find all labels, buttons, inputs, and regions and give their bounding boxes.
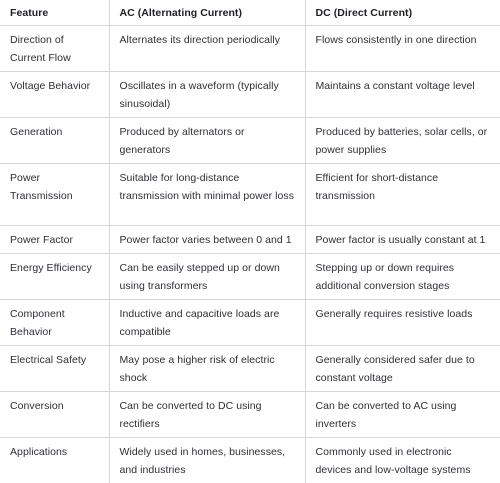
dc-cell: Efficient for short-distance transmission bbox=[305, 164, 500, 226]
feature-cell: Generation bbox=[0, 118, 109, 164]
table-row bbox=[0, 226, 500, 254]
feature-cell: Voltage Behavior bbox=[0, 72, 109, 118]
table-row bbox=[0, 72, 500, 118]
ac-cell: May pose a higher risk of electric shock bbox=[109, 346, 305, 392]
dc-cell: Generally considered safer due to constant voltage bbox=[305, 346, 500, 392]
ac-cell: Inductive and capacitive loads are compatible bbox=[109, 300, 305, 346]
table-row bbox=[0, 438, 500, 483]
table-header-row bbox=[0, 0, 500, 26]
feature-cell: Applications bbox=[0, 438, 109, 483]
dc-cell: Generally requires resistive loads bbox=[305, 300, 500, 346]
dc-cell: Power factor is usually constant at 1 bbox=[305, 226, 500, 254]
table-row bbox=[0, 392, 500, 438]
table-row bbox=[0, 346, 500, 392]
ac-cell: Power factor varies between 0 and 1 bbox=[109, 226, 305, 254]
feature-cell: Power Transmission bbox=[0, 164, 109, 226]
dc-cell: Produced by batteries, solar cells, or power supplies bbox=[305, 118, 500, 164]
dc-cell: Commonly used in electronic devices and low-voltage systems bbox=[305, 438, 500, 483]
feature-cell: Power Factor bbox=[0, 226, 109, 254]
header-ac: AC (Alternating Current) bbox=[109, 0, 305, 26]
feature-cell: Component Behavior bbox=[0, 300, 109, 346]
dc-cell: Stepping up or down requires additional conversion stages bbox=[305, 254, 500, 300]
dc-cell: Can be converted to AC using inverters bbox=[305, 392, 500, 438]
dc-cell: Maintains a constant voltage level bbox=[305, 72, 500, 118]
table-row bbox=[0, 254, 500, 300]
ac-cell: Oscillates in a waveform (typically sinusoidal) bbox=[109, 72, 305, 118]
table-row bbox=[0, 164, 500, 226]
feature-cell: Electrical Safety bbox=[0, 346, 109, 392]
table-row bbox=[0, 118, 500, 164]
ac-cell: Alternates its direction periodically bbox=[109, 26, 305, 72]
header-feature: Feature bbox=[0, 0, 109, 26]
feature-cell: Conversion bbox=[0, 392, 109, 438]
header-dc: DC (Direct Current) bbox=[305, 0, 500, 26]
ac-cell: Can be easily stepped up or down using transformers bbox=[109, 254, 305, 300]
ac-cell: Produced by alternators or generators bbox=[109, 118, 305, 164]
ac-cell: Suitable for long-distance transmission with minimal power loss bbox=[109, 164, 305, 226]
table-row bbox=[0, 300, 500, 346]
feature-cell: Direction of Current Flow bbox=[0, 26, 109, 72]
table-row bbox=[0, 26, 500, 72]
ac-cell: Widely used in homes, businesses, and industries bbox=[109, 438, 305, 483]
feature-cell: Energy Efficiency bbox=[0, 254, 109, 300]
dc-cell: Flows consistently in one direction bbox=[305, 26, 500, 72]
ac-cell: Can be converted to DC using rectifiers bbox=[109, 392, 305, 438]
